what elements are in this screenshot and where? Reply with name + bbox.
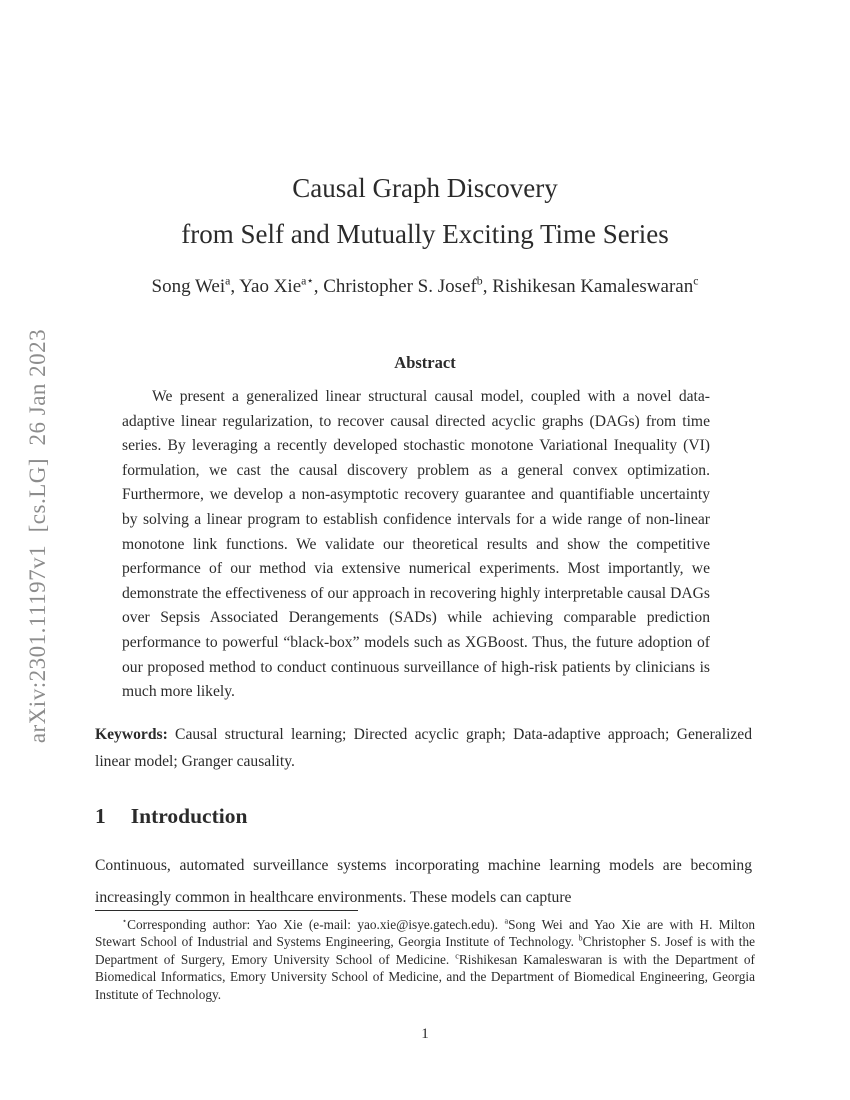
abstract-heading: Abstract — [394, 353, 456, 372]
author-list — [0, 276, 850, 298]
section-number: 1 — [95, 804, 106, 828]
author-name: Song Wei$^a$, — [151, 274, 240, 297]
intro-paragraph: Continuous, automated surveillance systems incorporating machine learning models are becoming increasingly common in healthcare environments. These models can capture — [95, 857, 752, 906]
author-separator: , — [230, 276, 240, 297]
arxiv-watermark: arXiv:2301.11197v1 [cs.LG] 26 Jan 2023 — [25, 328, 50, 744]
abstract-text: We present a generalized linear structural causal model, coupled with a novel data-adaptive linear regularization, to recover causal directed acyclic graphs (DAGs) from time series. By leveraging a recently developed stochastic monotone Variational Inequality (VI) formulation, we cast the causal discovery problem as a general convex optimization. Furthermore, we develop a non-asymptotic recovery guarantee and quantifiable uncertainty by solving a linear program to establish confidence intervals for a wide range of non-linear monotone link functions. We validate our theoretical results and show the competitive performance of our method via extensive numerical experiments. Most importantly, we demonstrate the effectiveness of our approach in recovering highly interpretable causal DAGs over Sepsis Associated Derangements (SADs) while achieving comparable prediction performance to powerful “black-box” models such as XGBoost. Thus, the future adoption of our proposed method to conduct continuous surveillance of high-risk patients by clinicians is much more likely. — [122, 388, 710, 701]
footnote-segment: ⋆Corresponding author: Yao Xie (e-mail: yao.xie@isye.gatech.edu). — [122, 916, 505, 932]
author-name: Christopher S. Josef$^b$, — [323, 274, 493, 297]
author-affiliation-superscript: a — [225, 274, 231, 288]
section-heading-introduction — [95, 804, 247, 829]
footnote-marker-c: c — [455, 951, 459, 961]
footnote-segment: $^c$Rishikesan Kamaleswaran is with the Department of Biomedical Informatics, Emory University School of Medicine, and the Department of Biomedical Engineering, Georgia Institute of Technology. — [95, 951, 755, 1002]
author-name: Rishikesan Kamaleswaran$^c$ — [492, 274, 699, 297]
page-number: 1 — [421, 1026, 429, 1042]
paper-title — [0, 165, 850, 257]
footnote-marker-b: b — [578, 933, 583, 943]
keywords — [95, 722, 752, 775]
footnote-rule — [95, 910, 358, 911]
footnote-marker-a: a — [504, 916, 509, 926]
title-line-1: Causal Graph Discovery — [292, 173, 558, 203]
author-separator: , — [313, 276, 324, 297]
keywords-label: Keywords: — [95, 726, 168, 743]
author-affiliation-superscript: a⋆ — [301, 274, 314, 288]
author-affiliation-superscript: c — [693, 274, 699, 288]
author-name: Yao Xie$^{a⋆}$, — [239, 274, 324, 297]
author-separator: , — [482, 276, 493, 297]
keywords-text: Causal structural learning; Directed acyclic graph; Data-adaptive approach; Generalized linear model; Granger causality. — [95, 726, 752, 770]
footnote-text — [95, 916, 755, 1003]
section-title: Introduction — [130, 804, 248, 828]
title-line-2: from Self and Mutually Exciting Time Series — [181, 219, 669, 249]
author-affiliation-superscript: b — [476, 274, 483, 288]
footnote-segment: $^a$Song Wei and Yao Xie are with H. Milton Stewart School of Industrial and Systems Engineering, Georgia Institute of Technology. — [95, 916, 755, 950]
footnote-marker-star: ⋆ — [122, 916, 128, 926]
footnote-segment: $^b$Christopher S. Josef is with the Department of Surgery, Emory University School of Medicine. — [95, 933, 755, 967]
